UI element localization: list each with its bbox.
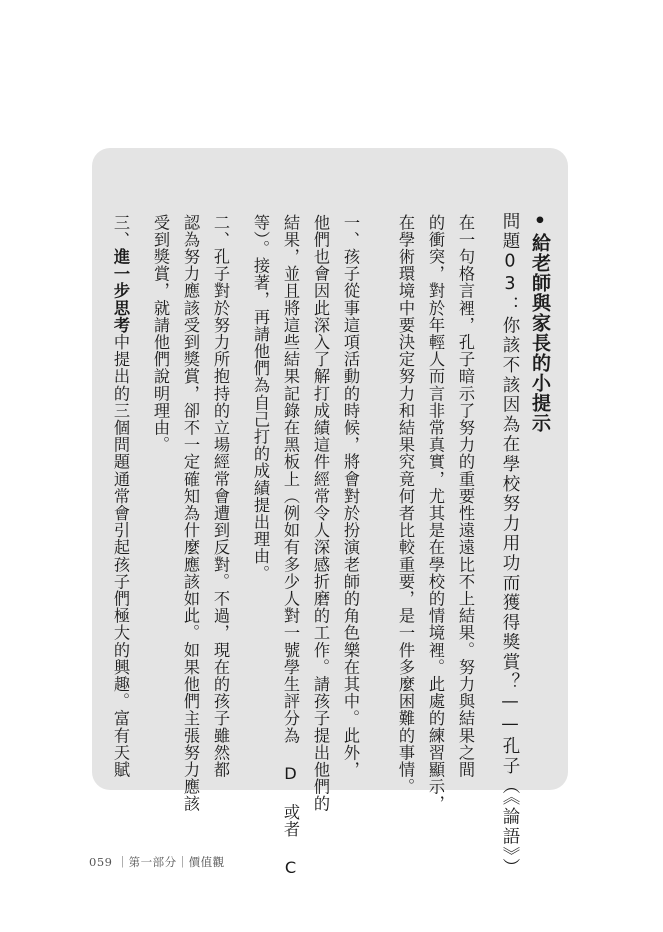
point1-line-4: 等）。接著，再請他們為自己打的成績提出理由。	[251, 214, 270, 583]
point1-line-3: 結果，並且將這些結果記錄在黑板上（例如有多少人對一號學生評分為 D 或者 C	[281, 214, 300, 878]
tip-heading: •給老師與家長的小提示	[529, 210, 551, 433]
point3-line-1	[108, 214, 132, 778]
point1-line-2: 他們也會因此深入了解打成績這件經常令人深感折磨的工作。請孩子提出他們的	[311, 214, 330, 813]
page-footer: 059 ｜第一部分｜價值觀	[89, 855, 225, 869]
point3-prefix: 三、	[111, 214, 130, 249]
intro-line-1: 在一句格言裡，孔子暗示了努力的重要性遠遠比不上結果。努力與結果之間	[456, 214, 475, 779]
point1-line-1: 一、孩子從事這項活動的時候，將會對於扮演老師的角色樂在其中。此外，	[341, 214, 360, 779]
intro-line-3: 在學術環境中要決定努力和結果究竟何者比較重要，是一件多麼困難的事情。	[396, 214, 415, 796]
question-line: 問題03：你該不該因為在學校努力用功而獲得獎賞？——孔子（《論語》）	[500, 212, 520, 878]
point2-line-3: 受到獎賞，就請他們說明理由。	[151, 214, 170, 454]
point2-line-2: 認為努力應該受到獎賞，卻不一定確知為什麼應該如此。如果他們主張努力應該	[181, 214, 200, 813]
point2-line-1: 二、孔子對於努力所抱持的立場經常會遭到反對。不過，現在的孩子雖然都	[211, 214, 230, 779]
intro-line-2: 的衝突，對於年輕人而言非常真實，尤其是在學校的情境裡。此處的練習顯示，	[426, 214, 445, 813]
point3-bold-term: 進一步思考	[111, 248, 130, 334]
point3-rest: 中提出的三個問題通常會引起孩子們極大的興趣。富有天賦	[111, 333, 130, 779]
